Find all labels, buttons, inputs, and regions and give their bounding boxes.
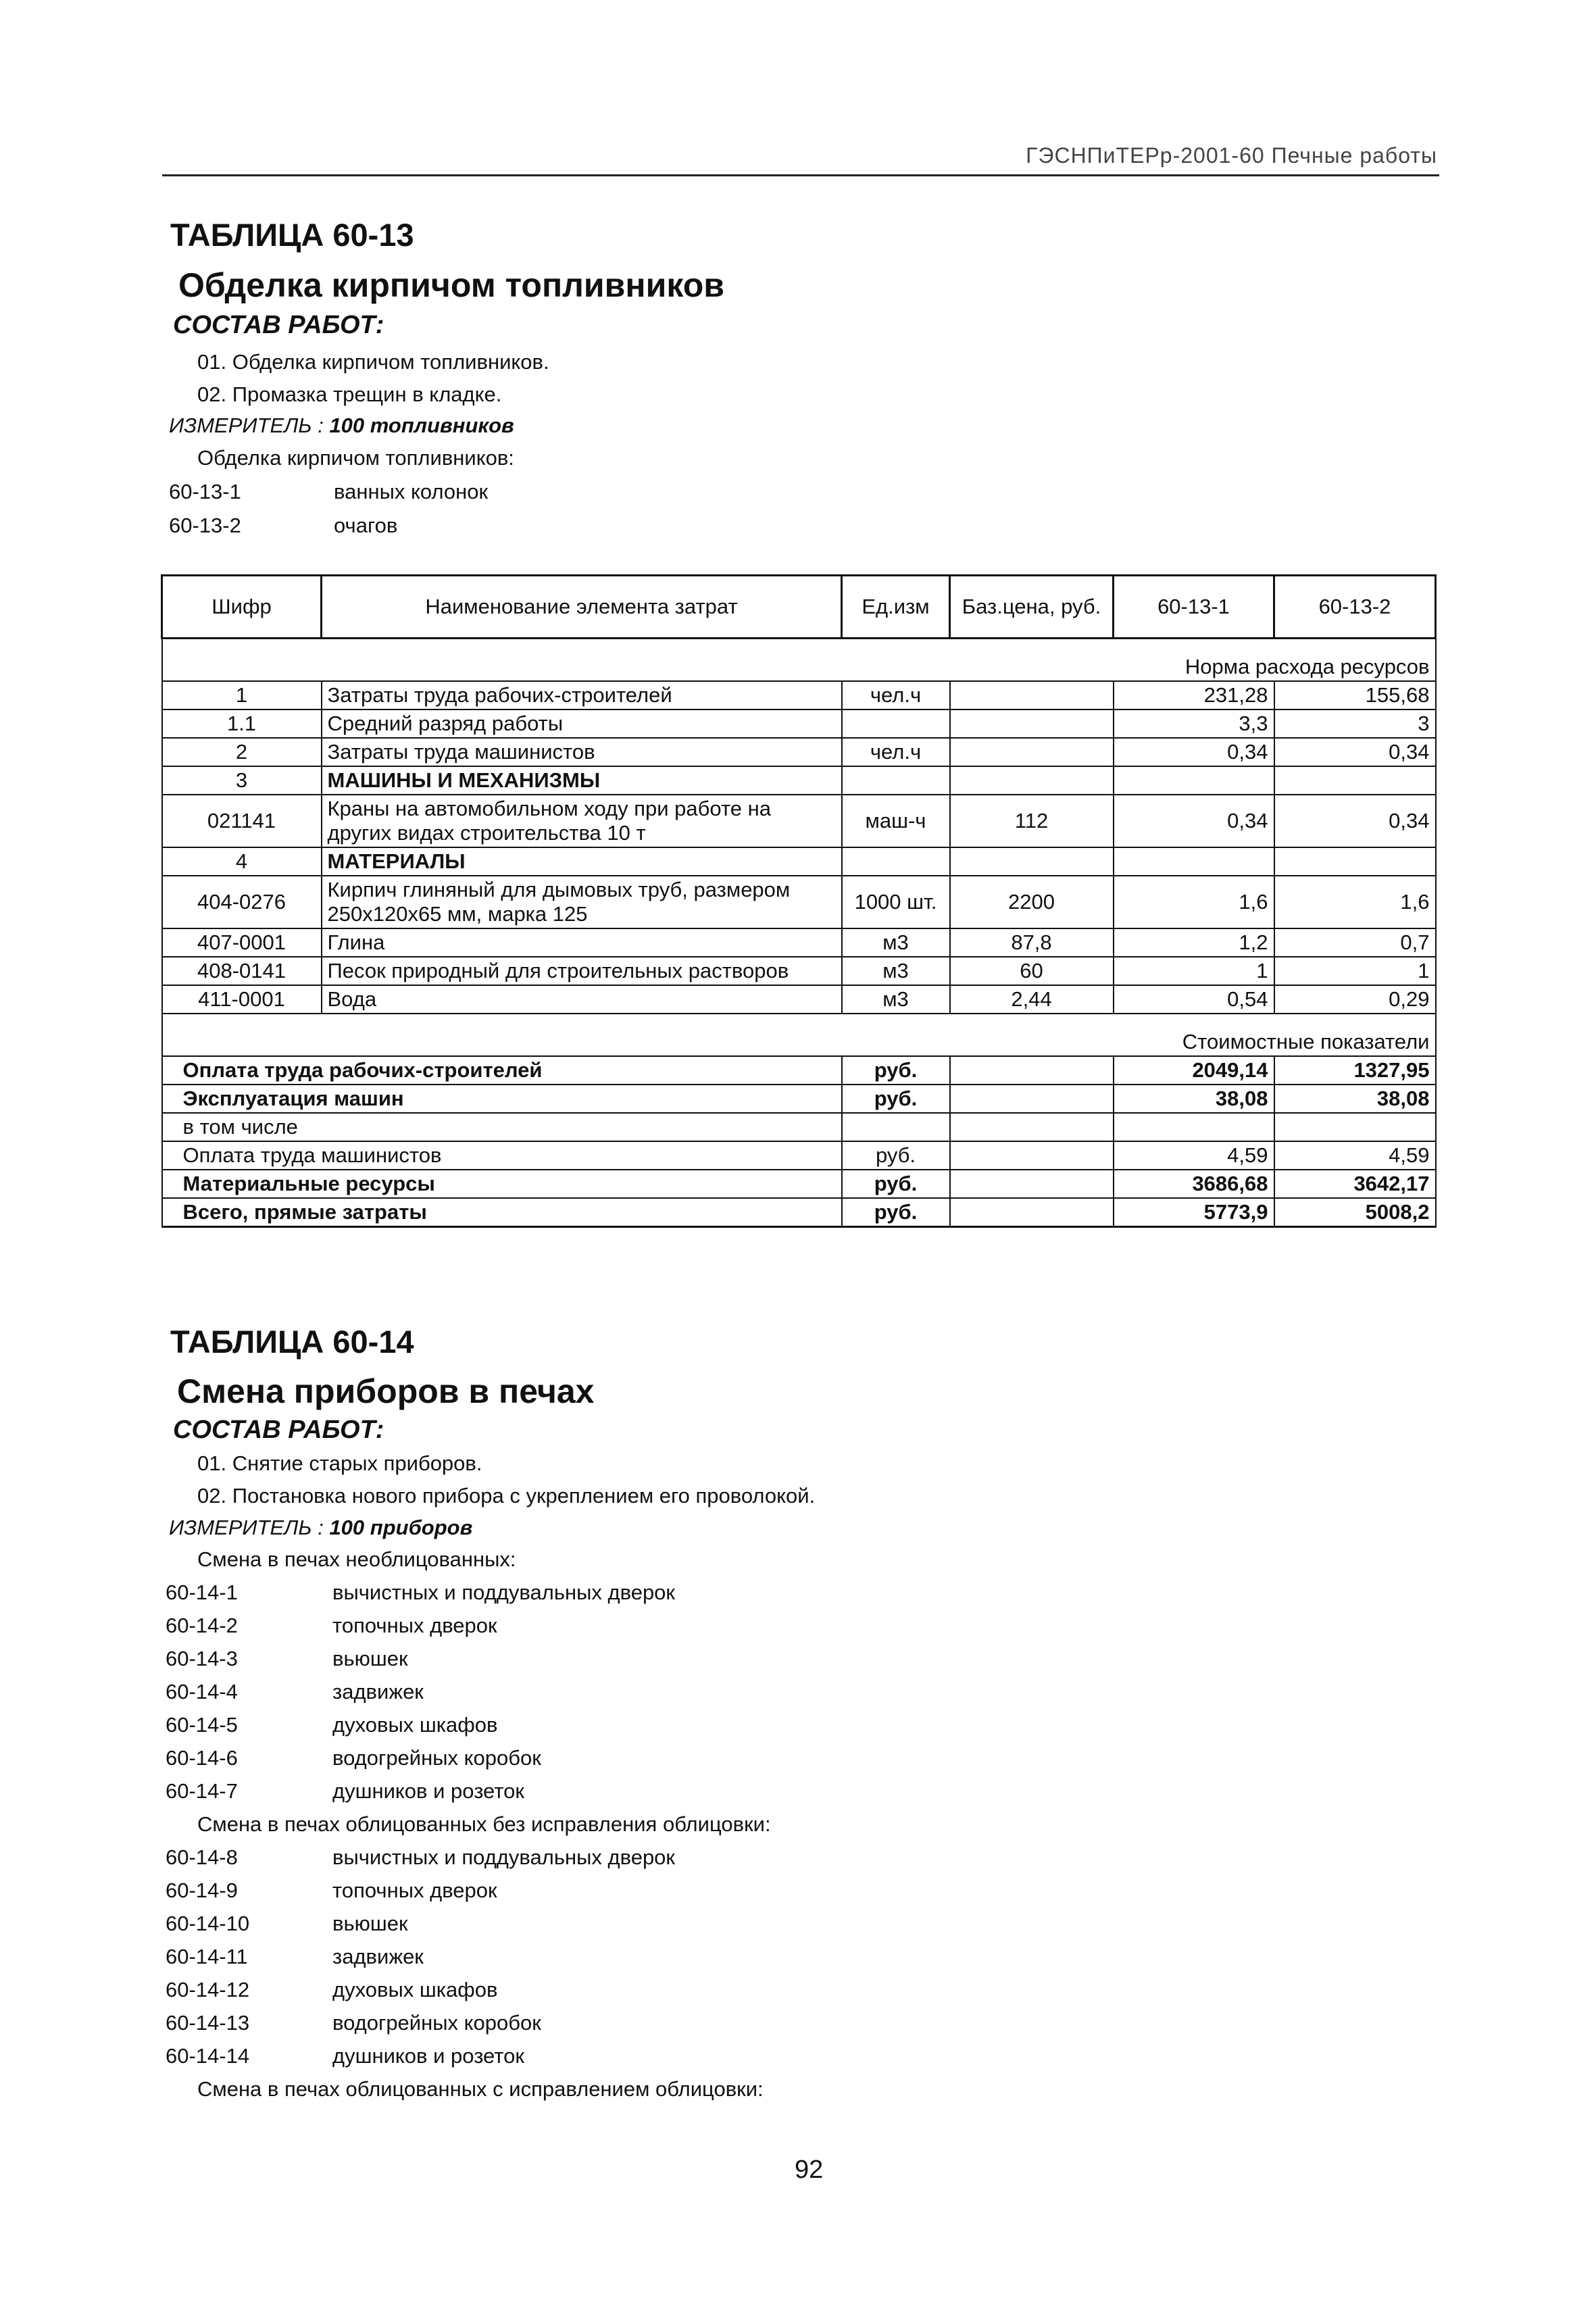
running-header: ГЭСНПиТЕРр-2001-60 Печные работы — [1026, 143, 1437, 168]
cell-unit: 1000 шт. — [842, 876, 950, 928]
cost-name: Оплата труда рабочих-строителей — [162, 1056, 842, 1085]
cell-unit — [842, 847, 950, 876]
col-header-60-13-1: 60-13-1 — [1114, 576, 1274, 639]
item-code: 60-13-2 — [169, 514, 241, 537]
item-code: 60-14-2 — [166, 1614, 238, 1637]
measure-prefix: ИЗМЕРИТЕЛЬ : — [169, 1516, 330, 1539]
table13-measure — [169, 414, 514, 438]
cell-code: 404-0276 — [162, 876, 322, 928]
cost-unit: руб. — [842, 1085, 950, 1113]
cell-unit: м3 — [842, 928, 950, 957]
table13-work-2: 02. Промазка трещин в кладке. — [197, 382, 502, 406]
cell-v2: 0,7 — [1274, 928, 1436, 957]
page-number: 92 — [795, 2156, 824, 2184]
cell-price — [950, 710, 1114, 738]
table13-group-label: Обделка кирпичом топливников: — [197, 446, 514, 470]
cost-price — [950, 1056, 1114, 1085]
cost-v2: 1327,95 — [1274, 1056, 1436, 1085]
cell-code: 407-0001 — [162, 928, 322, 957]
cell-unit: м3 — [842, 985, 950, 1014]
item-name: вьюшек — [332, 1912, 408, 1935]
cost-v2 — [1274, 1113, 1436, 1141]
cell-unit: чел.ч — [842, 738, 950, 766]
cell-price — [950, 738, 1114, 766]
col-header-price: Баз.цена, руб. — [950, 576, 1114, 639]
cell-code: 2 — [162, 738, 322, 766]
cost-row — [162, 1056, 1436, 1085]
cell-code: 1.1 — [162, 710, 322, 738]
item-name: духовых шкафов — [332, 1978, 498, 2001]
cost-name: Оплата труда машинистов — [162, 1141, 842, 1170]
cell-v1: 3,3 — [1114, 710, 1274, 738]
item-code: 60-14-3 — [166, 1647, 238, 1670]
cost-v2: 38,08 — [1274, 1085, 1436, 1113]
cost-row — [162, 1141, 1436, 1170]
item-code: 60-14-8 — [166, 1845, 238, 1869]
table-row — [162, 847, 1436, 876]
cost-unit: руб. — [842, 1198, 950, 1227]
cell-v1: 1,6 — [1114, 876, 1274, 928]
measure-prefix: ИЗМЕРИТЕЛЬ : — [169, 414, 330, 437]
cost-name: Эксплуатация машин — [162, 1085, 842, 1113]
item-name: вычистных и поддувальных дверок — [332, 1845, 675, 1869]
cell-code: 021141 — [162, 795, 322, 847]
cost-unit: руб. — [842, 1056, 950, 1085]
cell-name: Глина — [322, 928, 842, 957]
item-name: вычистных и поддувальных дверок — [332, 1580, 675, 1604]
cell-price: 2200 — [950, 876, 1114, 928]
cell-unit — [842, 710, 950, 738]
item-name: водогрейных коробок — [332, 1746, 541, 1770]
cost-row — [162, 1113, 1436, 1141]
cell-v2: 0,34 — [1274, 795, 1436, 847]
table-row — [162, 681, 1436, 710]
cell-v2: 0,29 — [1274, 985, 1436, 1014]
cost-header: Стоимостные показатели — [162, 1028, 1436, 1056]
cost-row — [162, 1085, 1436, 1113]
cell-price: 87,8 — [950, 928, 1114, 957]
cost-header-row — [162, 1028, 1436, 1056]
item-name: топочных дверок — [332, 1614, 497, 1637]
norm-header: Норма расхода ресурсов — [162, 653, 1436, 681]
cell-v1 — [1114, 766, 1274, 795]
cell-price: 2,44 — [950, 985, 1114, 1014]
cell-unit: м3 — [842, 957, 950, 985]
cost-price — [950, 1113, 1114, 1141]
cell-code: 1 — [162, 681, 322, 710]
item-code: 60-14-1 — [166, 1580, 238, 1604]
table14-sostav-label: СОСТАВ РАБОТ: — [173, 1416, 384, 1444]
cost-name: Всего, прямые затраты — [162, 1198, 842, 1227]
item-code: 60-14-6 — [166, 1746, 238, 1770]
cell-unit: чел.ч — [842, 681, 950, 710]
item-code: 60-14-4 — [166, 1680, 238, 1703]
table14-title: ТАБЛИЦА 60-14 — [170, 1324, 414, 1360]
item-code: 60-14-12 — [166, 1978, 250, 2001]
measure-value: 100 топливников — [329, 414, 514, 437]
cell-v1: 231,28 — [1114, 681, 1274, 710]
cell-name: Песок природный для строительных растворов — [322, 957, 842, 985]
item-name: вьюшек — [332, 1647, 408, 1670]
cell-price — [950, 681, 1114, 710]
cost-unit — [842, 1113, 950, 1141]
cost-v1: 3686,68 — [1114, 1170, 1274, 1198]
cost-v1 — [1114, 1113, 1274, 1141]
item-name: духовых шкафов — [332, 1713, 498, 1737]
cell-v1: 1 — [1114, 957, 1274, 985]
col-header-unit: Ед.изм — [842, 576, 950, 639]
table14-group1-label: Смена в печах необлицованных: — [197, 1547, 516, 1571]
cost-price — [950, 1198, 1114, 1227]
cell-name: Краны на автомобильном ходу при работе на других видах строительства 10 т — [322, 795, 842, 847]
item-code: 60-14-10 — [166, 1912, 250, 1935]
item-name: ванных колонок — [334, 480, 489, 503]
cell-unit: маш-ч — [842, 795, 950, 847]
table-row — [162, 766, 1436, 795]
table-row — [162, 928, 1436, 957]
cell-v2: 155,68 — [1274, 681, 1436, 710]
cost-price — [950, 1141, 1114, 1170]
cell-v2: 1,6 — [1274, 876, 1436, 928]
spacer-row — [162, 1014, 1436, 1028]
item-code: 60-14-5 — [166, 1713, 238, 1737]
cell-v1: 0,34 — [1114, 795, 1274, 847]
cell-code: 411-0001 — [162, 985, 322, 1014]
cell-name: Вода — [322, 985, 842, 1014]
cost-name: в том числе — [162, 1113, 842, 1141]
cost-unit: руб. — [842, 1141, 950, 1170]
table13-sostav-label: СОСТАВ РАБОТ: — [173, 311, 384, 339]
table-row — [162, 710, 1436, 738]
item-name: задвижек — [332, 1680, 424, 1703]
table-row — [162, 738, 1436, 766]
cell-price — [950, 847, 1114, 876]
table-row — [162, 795, 1436, 847]
item-name: задвижек — [332, 1945, 424, 1968]
cost-v2: 5008,2 — [1274, 1198, 1436, 1227]
cost-name: Материальные ресурсы — [162, 1170, 842, 1198]
col-header-name: Наименование элемента затрат — [322, 576, 842, 639]
table-row — [162, 985, 1436, 1014]
cost-v1: 4,59 — [1114, 1141, 1274, 1170]
cell-v2: 3 — [1274, 710, 1436, 738]
cost-v1: 38,08 — [1114, 1085, 1274, 1113]
table-row — [162, 876, 1436, 928]
cell-v1: 0,54 — [1114, 985, 1274, 1014]
spacer-row — [162, 639, 1436, 653]
table14-work-1: 01. Снятие старых приборов. — [197, 1451, 482, 1475]
cell-v2: 1 — [1274, 957, 1436, 985]
cell-v2: 0,34 — [1274, 738, 1436, 766]
item-code: 60-14-9 — [166, 1878, 238, 1902]
item-name: водогрейных коробок — [332, 2011, 541, 2035]
cell-v1 — [1114, 847, 1274, 876]
cell-code: 4 — [162, 847, 322, 876]
resource-table — [161, 574, 1437, 1228]
table13-title: ТАБЛИЦА 60-13 — [170, 217, 414, 253]
table14-subtitle: Смена приборов в печах — [177, 1372, 595, 1410]
item-code: 60-14-14 — [166, 2044, 250, 2068]
cell-code: 3 — [162, 766, 322, 795]
table-header-row — [162, 576, 1436, 639]
cell-v1: 0,34 — [1114, 738, 1274, 766]
table14-work-2: 02. Постановка нового прибора с укреплением его проволокой. — [197, 1484, 816, 1508]
col-header-60-13-2: 60-13-2 — [1274, 576, 1436, 639]
norm-header-row — [162, 653, 1436, 681]
cost-unit: руб. — [842, 1170, 950, 1198]
cell-v2 — [1274, 847, 1436, 876]
cell-name: МАТЕРИАЛЫ — [322, 847, 842, 876]
table14-group3-label: Смена в печах облицованных с исправлением облицовки: — [197, 2077, 764, 2101]
cost-v1: 5773,9 — [1114, 1198, 1274, 1227]
cost-v2: 3642,17 — [1274, 1170, 1436, 1198]
table14-measure — [169, 1516, 472, 1540]
cost-row — [162, 1170, 1436, 1198]
table-row — [162, 957, 1436, 985]
measure-value: 100 приборов — [329, 1516, 473, 1539]
cost-v1: 2049,14 — [1114, 1056, 1274, 1085]
item-name: топочных дверок — [332, 1878, 497, 1902]
header-rule — [162, 174, 1439, 176]
cost-price — [950, 1085, 1114, 1113]
cell-v2 — [1274, 766, 1436, 795]
cell-v1: 1,2 — [1114, 928, 1274, 957]
cost-row — [162, 1198, 1436, 1227]
item-code: 60-14-11 — [166, 1945, 248, 1968]
item-name: очагов — [334, 514, 398, 537]
table14-group2-label: Смена в печах облицованных без исправления облицовки: — [197, 1812, 771, 1836]
item-code: 60-14-13 — [166, 2011, 250, 2035]
cell-name: Средний разряд работы — [322, 710, 842, 738]
item-name: душников и розеток — [332, 2044, 524, 2068]
cell-name: Затраты труда рабочих-строителей — [322, 681, 842, 710]
cell-name: Затраты труда машинистов — [322, 738, 842, 766]
cell-name: Кирпич глиняный для дымовых труб, размером 250х120х65 мм, марка 125 — [322, 876, 842, 928]
item-name: душников и розеток — [332, 1779, 524, 1803]
cost-price — [950, 1170, 1114, 1198]
cell-price — [950, 766, 1114, 795]
cell-unit — [842, 766, 950, 795]
cell-price: 60 — [950, 957, 1114, 985]
cost-v2: 4,59 — [1274, 1141, 1436, 1170]
col-header-code: Шифр — [162, 576, 322, 639]
item-code: 60-13-1 — [169, 480, 241, 503]
item-code: 60-14-7 — [166, 1779, 238, 1803]
cell-price: 112 — [950, 795, 1114, 847]
table13-work-1: 01. Обделка кирпичом топливников. — [197, 350, 549, 374]
cell-code: 408-0141 — [162, 957, 322, 985]
cell-name: МАШИНЫ И МЕХАНИЗМЫ — [322, 766, 842, 795]
table13-subtitle: Обделка кирпичом топливников — [178, 266, 724, 304]
